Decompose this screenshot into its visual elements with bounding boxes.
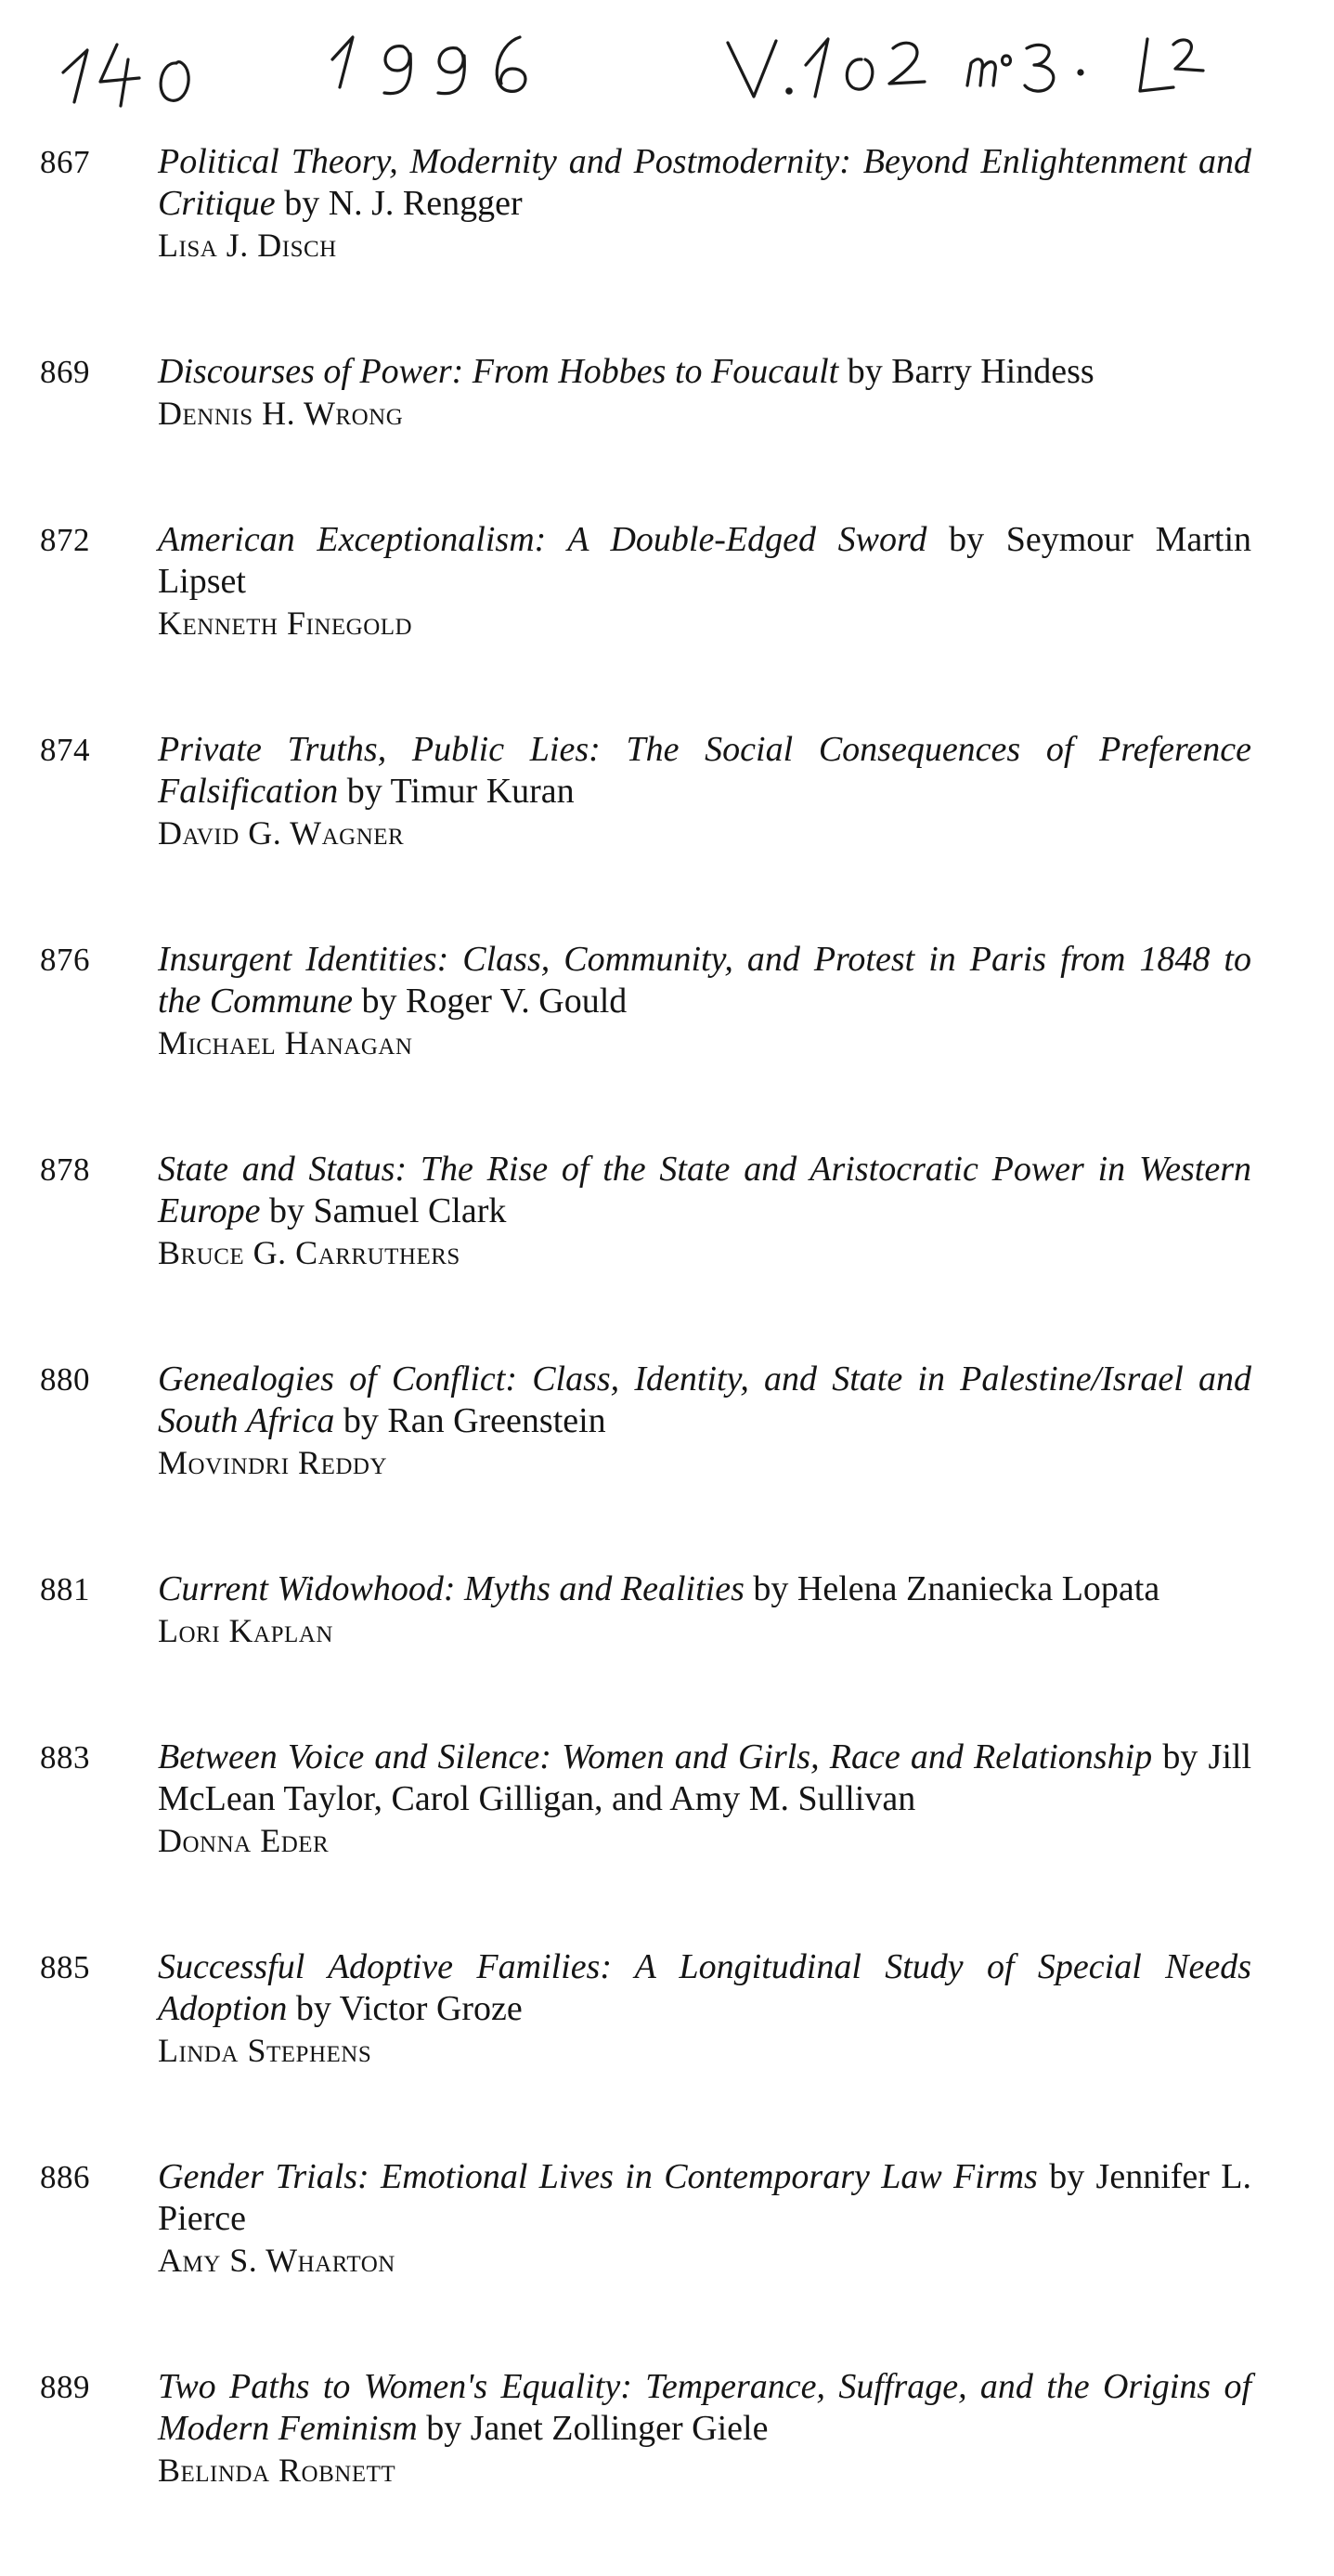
page-number: 881 <box>40 1571 90 1607</box>
book-title: Gender Trials: Emotional Lives in Contemporary Law Firms <box>158 2157 1038 2196</box>
reviewer-name: Belinda Robnett <box>158 2452 396 2489</box>
page-number: 883 <box>40 1739 90 1776</box>
book-author: Samuel Clark <box>313 1191 507 1230</box>
book-author: Helena Znaniecka Lopata <box>797 1569 1160 1608</box>
book-title: Successful Adoptive Families: A Longitudinal Study of Special Needs Adoption <box>158 1947 1251 2028</box>
book-title: Discourses of Power: From Hobbes to Foucault <box>158 352 839 391</box>
entry-text <box>158 2366 1251 2491</box>
entry-text <box>158 1737 1251 1862</box>
entry-text <box>158 1568 1251 1652</box>
handwritten-annotation-drawing <box>56 17 1300 119</box>
book-title: Genealogies of Conflict: Class, Identity, and State in Palestine/Israel and South Africa <box>158 1360 1251 1440</box>
page-number: 880 <box>40 1361 90 1398</box>
book-title: Current Widowhood: Myths and Realities <box>158 1569 745 1608</box>
entry-text <box>158 1946 1251 2072</box>
list-item <box>0 729 1334 854</box>
page-number: 869 <box>40 354 90 390</box>
book-author: Jennifer L. Pierce <box>158 2157 1251 2238</box>
page-number: 872 <box>40 522 90 558</box>
entry-text <box>158 729 1251 854</box>
reviewer-name: David G. Wagner <box>158 814 405 852</box>
list-item <box>0 939 1334 1064</box>
review-list <box>0 141 1334 2576</box>
entry-text <box>158 351 1251 435</box>
page-number: 874 <box>40 732 90 768</box>
book-author: Jill McLean Taylor, Carol Gilligan, and Amy M. Sullivan <box>158 1737 1252 1818</box>
book-title: State and Status: The Rise of the State and Aristocratic Power in Western Europe <box>158 1150 1251 1230</box>
list-item <box>0 1568 1334 1652</box>
book-author: Ran Greenstein <box>387 1401 606 1440</box>
book-author: N. J. Rengger <box>328 184 523 223</box>
reviewer-name: Kenneth Finegold <box>158 605 413 642</box>
by-word: by <box>1162 1737 1198 1776</box>
list-item <box>0 1359 1334 1484</box>
reviewer-name: Dennis H. Wrong <box>158 395 404 432</box>
entry-text <box>158 939 1251 1064</box>
list-item <box>0 1737 1334 1862</box>
by-word: by <box>426 2409 462 2448</box>
by-word: by <box>268 1191 304 1230</box>
book-author: Seymour Martin Lipset <box>158 520 1252 601</box>
by-word: by <box>295 1989 331 2028</box>
reviewer-name: Linda Stephens <box>158 2032 372 2069</box>
by-word: by <box>1049 2157 1085 2196</box>
reviewer-name: Movindri Reddy <box>158 1444 387 1481</box>
entry-text <box>158 141 1251 267</box>
entry-text <box>158 2156 1251 2282</box>
list-item <box>0 2156 1334 2282</box>
reviewer-name: Bruce G. Carruthers <box>158 1234 460 1271</box>
by-word: by <box>343 1401 379 1440</box>
book-title: Two Paths to Women's Equality: Temperance, Suffrage, and the Origins of Modern Feminism <box>158 2367 1251 2448</box>
by-word: by <box>284 184 320 223</box>
page-number: 885 <box>40 1949 90 1985</box>
page-number: 876 <box>40 942 90 978</box>
by-word: by <box>361 982 397 1021</box>
book-author: Victor Groze <box>339 1989 523 2028</box>
book-title: Between Voice and Silence: Women and Girls, Race and Relationship <box>158 1737 1153 1776</box>
page-number: 886 <box>40 2159 90 2195</box>
list-item <box>0 1149 1334 1274</box>
list-item <box>0 1946 1334 2072</box>
book-author: Timur Kuran <box>390 772 575 811</box>
entry-text <box>158 519 1251 644</box>
page-number: 867 <box>40 144 90 180</box>
book-author: Barry Hindess <box>891 352 1094 391</box>
reviewer-name: Michael Hanagan <box>158 1024 413 1061</box>
reviewer-name: Donna Eder <box>158 1822 330 1859</box>
book-author: Janet Zollinger Giele <box>470 2409 769 2448</box>
page-number: 878 <box>40 1151 90 1188</box>
by-word: by <box>753 1569 789 1608</box>
list-item <box>0 2366 1334 2491</box>
list-item <box>0 141 1334 267</box>
by-word: by <box>847 352 883 391</box>
entry-text <box>158 1359 1251 1484</box>
book-title: Insurgent Identities: Class, Community, and Protest in Paris from 1848 to the Commune <box>158 940 1251 1021</box>
list-item <box>0 519 1334 644</box>
book-title: American Exceptionalism: A Double-Edged Sword <box>158 520 927 559</box>
entry-text <box>158 1149 1251 1274</box>
handwritten-annotation <box>56 17 1300 119</box>
reviewer-name: Amy S. Wharton <box>158 2242 395 2279</box>
reviewer-name: Lisa J. Disch <box>158 227 337 264</box>
list-item <box>0 351 1334 435</box>
book-title: Private Truths, Public Lies: The Social Consequences of Preference Falsification <box>158 730 1251 811</box>
book-author: Roger V. Gould <box>406 982 628 1021</box>
reviewer-name: Lori Kaplan <box>158 1612 333 1649</box>
by-word: by <box>949 520 985 559</box>
page-number: 889 <box>40 2369 90 2405</box>
by-word: by <box>346 772 382 811</box>
book-title: Political Theory, Modernity and Postmodernity: Beyond Enlightenment and Critique <box>158 142 1251 223</box>
